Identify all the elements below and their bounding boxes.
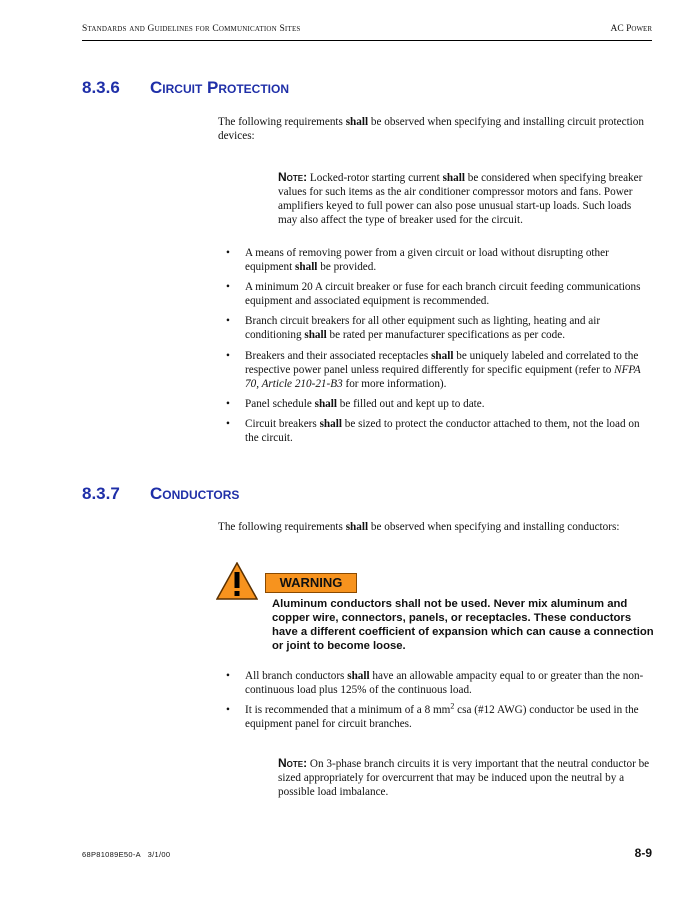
section-title-837: Conductors	[150, 484, 240, 503]
page-header-left: Standards and Guidelines for Communication Sites	[82, 24, 301, 34]
warning-text: Aluminum conductors shall not be used. Never mix aluminum and copper wire, connectors, panels, or receptacles. These conductors have a different coefficient of expansion which can cause a connection or joint to become loose.	[272, 598, 654, 652]
bullet-list-837	[222, 669, 652, 737]
list-item: • A minimum 20 A circuit breaker or fuse for each branch circuit feeding communications equipment and associated equipment is recommended.	[226, 281, 641, 308]
intro-paragraph-836: The following requirements shall be observed when specifying and installing circuit protection devices:	[218, 116, 644, 142]
section-number-837: 8.3.7	[82, 484, 120, 503]
note-label: Note:	[278, 756, 308, 770]
warning-triangle-icon	[216, 562, 258, 600]
list-item: • Breakers and their associated receptacles shall be uniquely labeled and correlated to the respective power panel unless required differently for specific equipment (refer to NFPA 70, Article 210-21-B3 for more information).	[226, 349, 641, 390]
section-number-836: 8.3.6	[82, 78, 120, 97]
bullet-list-836	[222, 246, 652, 451]
header-rule	[82, 40, 652, 41]
list-item: • All branch conductors shall have an allowable ampacity equal to or greater than the non-continuous load plus 125% of the continuous load.	[226, 670, 644, 696]
page-header-right: AC Power	[610, 24, 652, 34]
list-item: • Circuit breakers shall be sized to protect the conductor attached to them, not the load on the circuit.	[226, 417, 640, 444]
note-837: Note: On 3-phase branch circuits it is very important that the neutral conductor be sized appropriately for overcurrent that may be induced upon the neutral by a possible load imbalance.	[278, 756, 650, 798]
list-item: • Panel schedule shall be filled out and kept up to date.	[226, 397, 485, 410]
page-number: 8-9	[634, 846, 652, 860]
note-label: Note:	[278, 170, 308, 184]
list-item: • Branch circuit breakers for all other equipment such as lighting, heating and air conditioning shall be rated per manufacturer specifications as per code.	[226, 315, 601, 342]
list-item: • A means of removing power from a given circuit or load without disrupting other equipment shall be provided.	[226, 247, 609, 273]
footer-doc-id: 68P81089E50-A 3/1/00	[82, 850, 171, 859]
intro-paragraph-837: The following requirements shall be observed when specifying and installing conductors:	[218, 521, 620, 533]
note-836: Note: Locked-rotor starting current shall be considered when specifying breaker values for such items as the air conditioner compressor motors and fans. Power amplifiers keyed to full power can also pose unusual start-up loads. Such loads may also affect the type of breaker used for the circuit.	[278, 170, 643, 226]
list-item: • It is recommended that a minimum of a 8 $mm^2$ csa (#12 AWG) conductor be used in the equipment panel for circuit branches.	[226, 701, 639, 731]
section-title-836: Circuit Protection	[150, 78, 289, 97]
warning-label: WARNING	[265, 573, 357, 593]
